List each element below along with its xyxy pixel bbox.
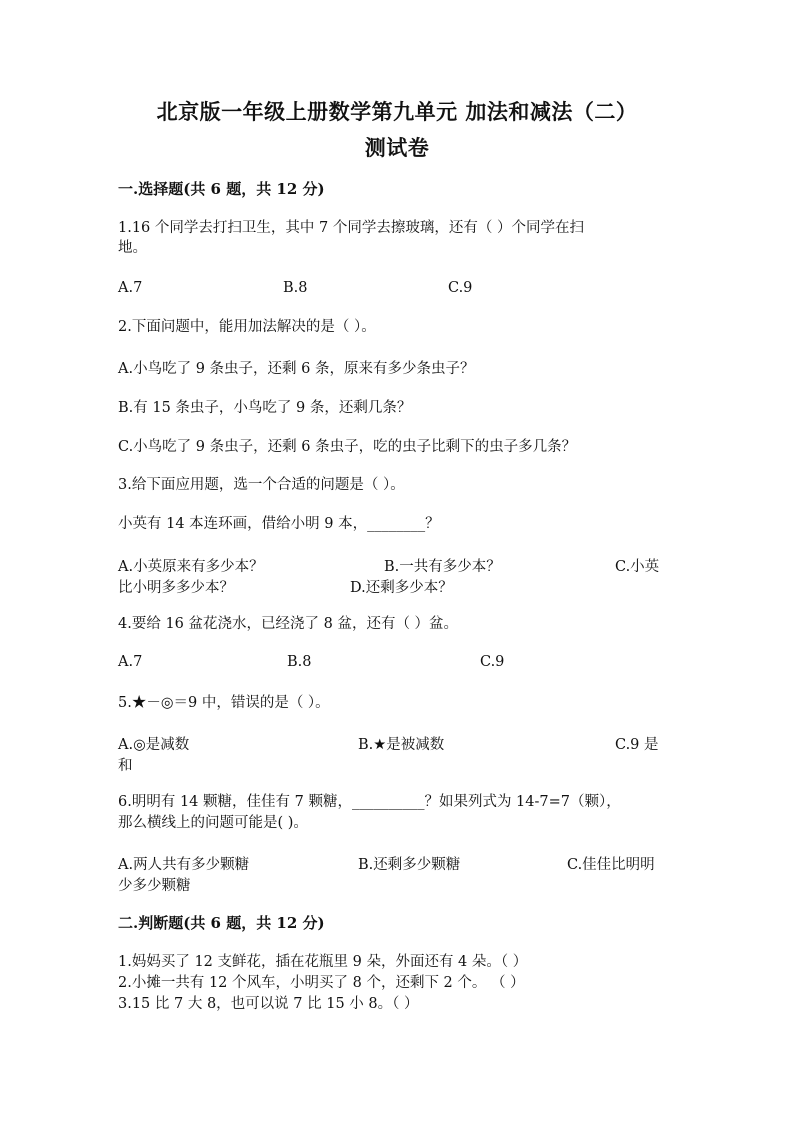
question-3-option-b[interactable]: B.一共有多少本？ (384, 559, 501, 575)
question-3-stem: 3.给下面应用题，选一个合适的问题是（ ）。 (118, 477, 405, 493)
question-4-stem: 4.要给 16 盆花浇水，已经浇了 8 盆，还有（ ）盆。 (118, 616, 459, 632)
question-6-option-b[interactable]: B.还剩多少颗糖 (358, 857, 461, 873)
question-3-option-a[interactable]: A.小英原来有多少本？ (118, 559, 264, 575)
question-2-option-c[interactable]: C.小鸟吃了 9 条虫子，还剩 6 条虫子，吃的虫子比剩下的虫子多几条？ (118, 439, 577, 455)
question-6-stem-line2: 那么横线上的问题可能是( )。 (118, 815, 308, 831)
question-3-option-d[interactable]: D.还剩多少本？ (350, 580, 453, 596)
question-6-stem-line1: 6.明明有 14 颗糖，佳佳有 7 颗糖，__________？如果列式为 14-7=7（颗）， (118, 794, 621, 810)
judge-item-2: 2.小摊一共有 12 个风车，小明买了 8 个，还剩下 2 个。 （ ） (118, 975, 525, 991)
question-5-option-c[interactable]: C.9 是 (615, 737, 659, 753)
question-6-option-c-cont: 少多少颗糖 (118, 878, 191, 894)
question-5-option-a[interactable]: A.◎是减数 (118, 737, 190, 753)
question-4-option-b[interactable]: B.8 (287, 654, 312, 670)
question-3-option-c[interactable]: C.小英 (615, 559, 660, 575)
question-5-option-b[interactable]: B.★是被减数 (358, 737, 445, 753)
question-1-stem-line1: 1.16 个同学去打扫卫生，其中 7 个同学去擦玻璃，还有（ ）个同学在扫 (118, 220, 584, 236)
page-title-line1: 北京版一年级上册数学第九单元 加法和减法（二） (156, 99, 638, 124)
question-4-option-a[interactable]: A.7 (118, 654, 143, 670)
judge-item-1: 1.妈妈买了 12 支鲜花，插在花瓶里 9 朵，外面还有 4 朵。（ ） (118, 954, 528, 970)
question-3-option-c-cont: 比小明多多少本？ (118, 580, 234, 596)
question-2-option-a[interactable]: A.小鸟吃了 9 条虫子，还剩 6 条，原来有多少条虫子？ (118, 361, 475, 377)
question-1-stem-line2: 地。 (118, 240, 147, 256)
judge-item-3: 3.15 比 7 大 8，也可以说 7 比 15 小 8。（ ） (118, 996, 419, 1012)
question-5-option-c-cont: 和 (118, 758, 133, 774)
question-4-option-c[interactable]: C.9 (480, 654, 505, 670)
question-6-option-c[interactable]: C.佳佳比明明 (567, 857, 655, 873)
question-6-option-a[interactable]: A.两人共有多少颗糖 (118, 857, 250, 873)
question-2-stem: 2.下面问题中，能用加法解决的是（ ）。 (118, 319, 376, 335)
question-1-option-b[interactable]: B.8 (283, 280, 308, 296)
question-2-option-b[interactable]: B.有 15 条虫子，小鸟吃了 9 条，还剩几条？ (118, 400, 412, 416)
question-3-problem: 小英有 14 本连环画，借给小明 9 本，________？ (118, 516, 440, 532)
question-1-option-a[interactable]: A.7 (118, 280, 143, 296)
question-1-option-c[interactable]: C.9 (448, 280, 473, 296)
question-5-stem: 5.★－◎＝9 中，错误的是（ ）。 (118, 695, 330, 711)
page-title-line2: 测试卷 (364, 135, 430, 160)
section-heading-choice: 一.选择题(共 6 题，共 12 分) (118, 180, 325, 198)
section-heading-true-false: 二.判断题(共 6 题，共 12 分) (118, 914, 325, 932)
